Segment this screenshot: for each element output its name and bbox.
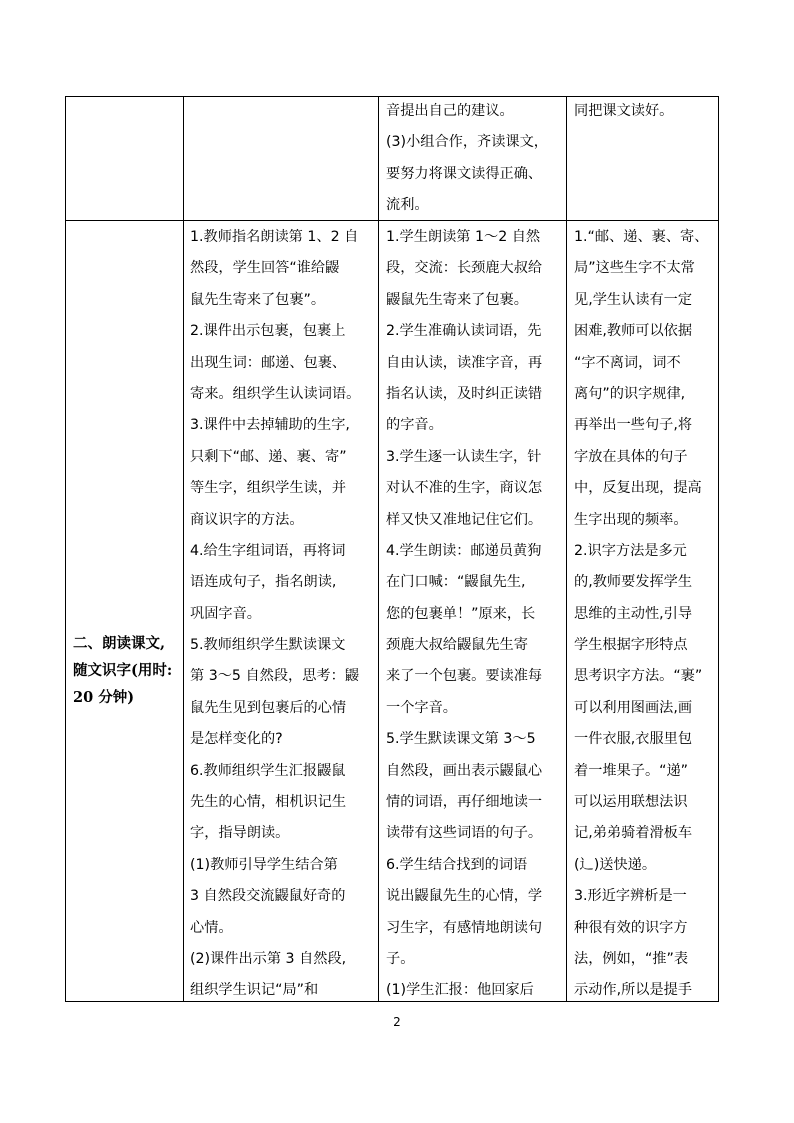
stage-label-line: 随文识字(用时: — [73, 662, 173, 679]
text-line: 样又快又准地记住它们。 — [386, 511, 543, 528]
text-line: 音提出自己的建议。 — [386, 103, 514, 119]
table-border-left — [65, 96, 66, 1002]
text-line: 5.教师组织学生默读课文 — [190, 637, 346, 654]
text-line: 4.给生字组词语，再将词 — [190, 542, 346, 559]
text-line: 等生字，组织学生读，并 — [190, 480, 347, 497]
text-line: 一件衣服,衣服里包 — [574, 731, 693, 748]
text-line: 来了一个包裹。要读准每 — [386, 668, 543, 685]
text-line: 语连成句子，指名朗读, — [190, 574, 337, 591]
text-line: 2.学生准确认读词语，先 — [386, 323, 542, 340]
text-line: 流利。 — [386, 197, 429, 214]
page-number: 2 — [393, 1015, 401, 1029]
teacher-activities-cell — [190, 222, 377, 1001]
text-line: 情的词语，再仔细地读一 — [386, 794, 543, 811]
text-line: 第 3～5 自然段，思考：鼹 — [190, 668, 359, 685]
text-line: (辶)送快递。 — [574, 856, 657, 873]
text-line: 6.学生结合找到的词语 — [386, 856, 528, 873]
lesson-plan-table — [65, 96, 719, 1002]
row-divider — [65, 220, 719, 221]
text-line: 生字出现的频率。 — [574, 511, 688, 528]
text-line: 1.学生朗读第 1～2 自然 — [386, 229, 541, 245]
text-line: 5.学生默读课文第 3～5 — [386, 731, 536, 748]
text-line: 6.教师组织学生汇报鼹鼠 — [190, 762, 346, 779]
text-line: 记,弟弟骑着滑板车 — [574, 825, 693, 842]
text-line: 困难,教师可以依据 — [574, 323, 693, 340]
text-line: 着一堆果子。“递” — [574, 762, 689, 779]
stage-label-line: 二、朗读课文, — [73, 635, 166, 652]
column-divider-1 — [183, 96, 184, 1002]
text-line: 鼠先生寄来了包裹”。 — [190, 291, 326, 308]
text-line: 一个字音。 — [386, 699, 457, 716]
text-line: 同把课文读好。 — [574, 103, 674, 119]
text-line: 组织学生识记“局”和 — [190, 982, 319, 999]
student-activities-cell — [386, 222, 565, 1001]
text-line: 的,教师要发挥学生 — [574, 574, 693, 591]
text-line: 局”这些生字不太常 — [574, 260, 695, 277]
column-divider-2 — [378, 96, 379, 1002]
text-line: 可以运用联想法识 — [574, 794, 688, 811]
text-line: 2.课件出示包裹，包裹上 — [190, 323, 346, 340]
text-line: 示动作,所以是提手 — [574, 982, 693, 999]
text-line: 是怎样变化的? — [190, 731, 283, 748]
text-line: 自然段，画出表示鼹鼠心 — [386, 762, 543, 779]
text-line: 巩固字音。 — [190, 605, 261, 622]
text-line: 说出鼹鼠先生的心情，学 — [386, 888, 543, 905]
text-line: 在门口喊：“鼹鼠先生, — [386, 574, 526, 591]
text-line: 3.学生逐一认读生字，针 — [386, 448, 542, 465]
row-1-notes-cell — [574, 96, 717, 220]
text-line: 字放在具体的句子 — [574, 448, 688, 465]
row-1-stage-cell — [66, 97, 182, 220]
text-line: 法，例如，“推”表 — [574, 950, 689, 967]
text-line: 字，指导朗读。 — [190, 825, 290, 842]
text-line: 寄来。组织学生认读词语。 — [190, 385, 361, 402]
text-line: 您的包裹单！”原来，长 — [386, 605, 536, 622]
text-line: 商议识字的方法。 — [190, 511, 304, 528]
table-border-bottom — [65, 1001, 719, 1002]
text-line: 见,学生认读有一定 — [574, 291, 693, 308]
table-border-right — [718, 96, 719, 1002]
text-line: 对认不准的生字，商议怎 — [386, 480, 543, 497]
text-line: 再举出一些句子,将 — [574, 417, 693, 434]
text-line: 只剩下“邮、递、裹、寄” — [190, 448, 347, 465]
text-line: 先生的心情，相机识记生 — [190, 794, 347, 811]
text-line: 1.教师指名朗读第 1、2 自 — [190, 229, 359, 245]
text-line: 1.“邮、递、裹、寄、 — [574, 229, 709, 245]
text-line: (2)课件出示第 3 自然段, — [190, 950, 347, 967]
text-line: (1)学生汇报：他回家后 — [386, 982, 534, 999]
text-line: 段，交流：长颈鹿大叔给 — [386, 260, 543, 277]
text-line: 3 自然段交流鼹鼠好奇的 — [190, 888, 346, 905]
text-line: 中，反复出现，提高 — [574, 480, 702, 497]
text-line: 鼹鼠先生寄来了包裹。 — [386, 291, 528, 308]
text-line: 可以利用图画法,画 — [574, 699, 693, 716]
text-line: 学生根据字形特点 — [574, 637, 688, 654]
text-line: 心情。 — [190, 919, 233, 936]
column-divider-3 — [566, 96, 567, 1002]
text-line: 2.识字方法是多元 — [574, 542, 687, 559]
text-line: 的字音。 — [386, 417, 443, 434]
text-line: 思考识字方法。“裹” — [574, 668, 703, 685]
text-line: 要努力将课文读得正确、 — [386, 165, 543, 182]
stage-label-line: 20 分钟) — [73, 689, 135, 706]
stage-label — [73, 630, 183, 720]
text-line: 指名认读，及时纠正读错 — [386, 385, 543, 402]
text-line: 习生字，有感情地朗读句 — [386, 919, 543, 936]
text-line: (3)小组合作，齐读课文， — [386, 134, 548, 151]
row-1-teacher-cell — [184, 97, 377, 220]
text-line: 思维的主动性,引导 — [574, 605, 693, 622]
design-notes-cell — [574, 222, 717, 1001]
text-line: 读带有这些词语的句子。 — [386, 825, 543, 842]
text-line: 颈鹿大叔给鼹鼠先生寄 — [386, 637, 528, 654]
row-1-student-cell — [386, 96, 564, 220]
text-line: 然段，学生回答“谁给鼹 — [190, 260, 340, 277]
text-line: 3.课件中去掉辅助的生字, — [190, 417, 350, 434]
text-line: (1)教师引导学生结合第 — [190, 856, 338, 873]
text-line: 鼠先生见到包裹后的心情 — [190, 699, 347, 716]
text-line: 离句”的识字规律, — [574, 385, 686, 402]
text-line: 自由认读，读准字音，再 — [386, 354, 543, 371]
text-line: 3.形近字辨析是一 — [574, 888, 687, 905]
text-line: 种很有效的识字方 — [574, 919, 688, 936]
text-line: 子。 — [386, 950, 415, 967]
text-line: 出现生词：邮递、包裹、 — [190, 354, 347, 371]
text-line: “字不离词，词不 — [574, 354, 681, 371]
text-line: 4.学生朗读：邮递员黄狗 — [386, 542, 542, 559]
